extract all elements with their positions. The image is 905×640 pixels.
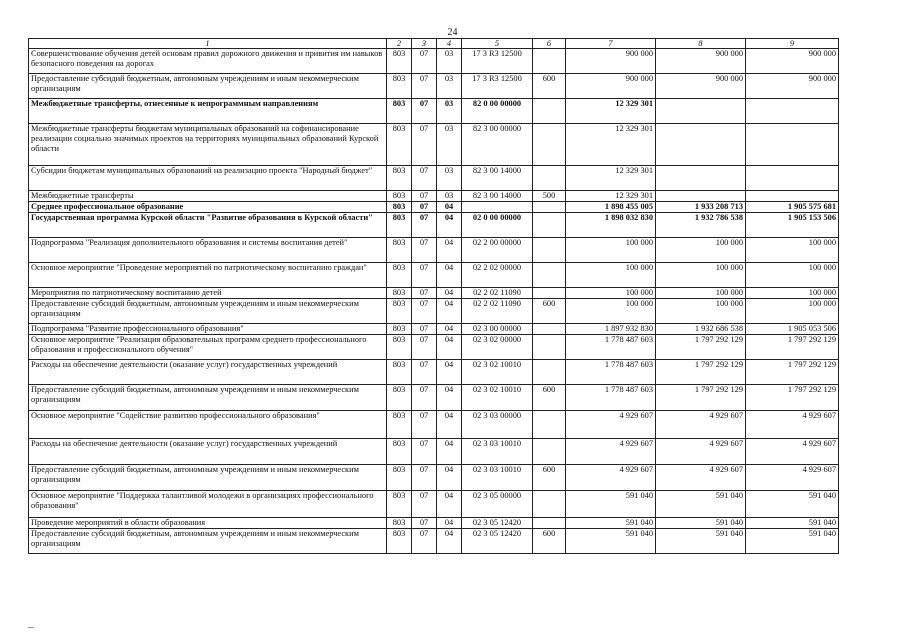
row-ministry: 803 (387, 202, 412, 213)
col-header-5: 5 (462, 39, 533, 49)
row-ministry: 803 (387, 238, 412, 263)
row-sum-year3: 1 797 292 129 (746, 360, 839, 385)
table-row (29, 74, 839, 99)
row-ministry: 803 (387, 99, 412, 124)
row-ministry: 803 (387, 213, 412, 238)
row-sum-year2 (656, 124, 746, 166)
row-sum-year3: 4 929 607 (746, 465, 839, 491)
row-name: Предоставление субсидий бюджетным, автономным учреждениям и иным некоммерческим организациям (29, 465, 387, 491)
row-sum-year1: 4 929 607 (566, 439, 656, 465)
row-section: 07 (412, 213, 437, 238)
row-expense-type (533, 49, 566, 74)
row-ministry: 803 (387, 518, 412, 529)
row-sum-year1: 4 929 607 (566, 465, 656, 491)
row-section: 07 (412, 263, 437, 288)
row-sum-year3: 100 000 (746, 263, 839, 288)
row-target-article: 02 2 02 00000 (462, 263, 533, 288)
row-sum-year2: 900 000 (656, 74, 746, 99)
row-sum-year3: 1 905 575 681 (746, 202, 839, 213)
page-number: 24 (447, 27, 458, 38)
row-expense-type (533, 288, 566, 299)
row-subsection: 04 (437, 465, 462, 491)
row-ministry: 803 (387, 166, 412, 191)
row-subsection: 04 (437, 288, 462, 299)
row-sum-year1: 100 000 (566, 288, 656, 299)
table-row (29, 166, 839, 191)
row-expense-type (533, 491, 566, 518)
row-sum-year2 (656, 99, 746, 124)
row-name: Среднее профессиональное образование (29, 202, 387, 213)
row-section: 07 (412, 324, 437, 335)
row-subsection: 04 (437, 263, 462, 288)
row-sum-year2: 900 000 (656, 49, 746, 74)
row-target-article: 17 3 R3 12500 (462, 49, 533, 74)
row-expense-type: 500 (533, 191, 566, 202)
row-sum-year3: 591 040 (746, 518, 839, 529)
row-ministry: 803 (387, 49, 412, 74)
row-sum-year3: 1 905 153 506 (746, 213, 839, 238)
row-ministry: 803 (387, 360, 412, 385)
row-target-article: 82 3 00 14000 (462, 191, 533, 202)
row-subsection: 03 (437, 191, 462, 202)
row-section: 07 (412, 411, 437, 439)
row-name: Подпрограмма "Развитие профессионального образования" (29, 324, 387, 335)
row-section: 07 (412, 191, 437, 202)
table-row (29, 49, 839, 74)
budget-table (28, 38, 839, 554)
row-name: Мероприятия по патриотическому воспитанию детей (29, 288, 387, 299)
row-sum-year1: 591 040 (566, 491, 656, 518)
row-target-article: 02 3 02 10010 (462, 360, 533, 385)
row-expense-type (533, 263, 566, 288)
row-sum-year2: 591 040 (656, 518, 746, 529)
row-section: 07 (412, 385, 437, 411)
row-ministry: 803 (387, 74, 412, 99)
row-subsection: 03 (437, 166, 462, 191)
row-name: Субсидии бюджетам муниципальных образований на реализацию проекта "Народный бюджет" (29, 166, 387, 191)
row-target-article: 82 3 00 14000 (462, 166, 533, 191)
table-row (29, 213, 839, 238)
col-header-6: 6 (533, 39, 566, 49)
row-subsection: 04 (437, 202, 462, 213)
row-name: Проведение мероприятий в области образования (29, 518, 387, 529)
row-name: Расходы на обеспечение деятельности (оказание услуг) государственных учреждений (29, 360, 387, 385)
row-sum-year2: 100 000 (656, 263, 746, 288)
row-sum-year2 (656, 191, 746, 202)
row-sum-year2: 100 000 (656, 299, 746, 324)
row-sum-year1: 100 000 (566, 299, 656, 324)
row-name: Основное мероприятие "Проведение мероприятий по патриотическому воспитанию граждан" (29, 263, 387, 288)
row-subsection: 04 (437, 299, 462, 324)
col-header-7: 7 (566, 39, 656, 49)
row-target-article: 82 3 00 00000 (462, 124, 533, 166)
row-subsection: 04 (437, 213, 462, 238)
row-ministry: 803 (387, 263, 412, 288)
table-row (29, 263, 839, 288)
row-sum-year2: 1 797 292 129 (656, 385, 746, 411)
row-name: Межбюджетные трансферты бюджетам муниципальных образований на софинансирование реализации социально значимых проектов на территориях муниципальных образований Курской области (29, 124, 387, 166)
row-sum-year2: 1 932 686 538 (656, 324, 746, 335)
table-row (29, 411, 839, 439)
row-sum-year3: 4 929 607 (746, 411, 839, 439)
table-row (29, 238, 839, 263)
table-row (29, 360, 839, 385)
table-row (29, 335, 839, 360)
row-name: Предоставление субсидий бюджетным, автономным учреждениям и иным некоммерческим организациям (29, 529, 387, 554)
table-row (29, 124, 839, 166)
row-target-article: 02 3 05 12420 (462, 529, 533, 554)
row-section: 07 (412, 518, 437, 529)
row-ministry: 803 (387, 299, 412, 324)
row-sum-year3: 900 000 (746, 74, 839, 99)
row-section: 07 (412, 49, 437, 74)
row-name: Межбюджетные трансферты, отнесенные к непрограммным направлениям (29, 99, 387, 124)
row-sum-year2: 4 929 607 (656, 439, 746, 465)
row-sum-year1: 1 897 932 830 (566, 324, 656, 335)
row-expense-type (533, 439, 566, 465)
table-row (29, 299, 839, 324)
row-sum-year1: 4 929 607 (566, 411, 656, 439)
row-section: 07 (412, 238, 437, 263)
row-target-article: 02 3 02 10010 (462, 385, 533, 411)
row-expense-type: 600 (533, 385, 566, 411)
col-header-3: 3 (412, 39, 437, 49)
row-expense-type (533, 411, 566, 439)
row-sum-year3: 4 929 607 (746, 439, 839, 465)
table-row (29, 385, 839, 411)
row-sum-year2: 1 797 292 129 (656, 335, 746, 360)
row-ministry: 803 (387, 439, 412, 465)
row-ministry: 803 (387, 288, 412, 299)
row-ministry: 803 (387, 411, 412, 439)
row-sum-year1: 900 000 (566, 74, 656, 99)
row-name: Совершенствование обучения детей основам правил дорожного движения и привития им навыков безопасного поведения на дорогах (29, 49, 387, 74)
row-sum-year1: 591 040 (566, 518, 656, 529)
row-sum-year2: 100 000 (656, 238, 746, 263)
row-expense-type (533, 335, 566, 360)
row-expense-type (533, 124, 566, 166)
row-sum-year1: 1 778 487 603 (566, 385, 656, 411)
row-name: Подпрограмма "Реализация дополнительного образования и системы воспитания детей" (29, 238, 387, 263)
row-section: 07 (412, 166, 437, 191)
row-subsection: 03 (437, 124, 462, 166)
row-subsection: 03 (437, 99, 462, 124)
row-sum-year3 (746, 99, 839, 124)
table-row (29, 529, 839, 554)
row-ministry: 803 (387, 335, 412, 360)
row-ministry: 803 (387, 191, 412, 202)
row-target-article: 02 2 02 11090 (462, 299, 533, 324)
col-header-2: 2 (387, 39, 412, 49)
row-section: 07 (412, 99, 437, 124)
row-sum-year1: 12 329 301 (566, 99, 656, 124)
row-sum-year3: 1 797 292 129 (746, 385, 839, 411)
row-sum-year2: 1 932 786 538 (656, 213, 746, 238)
row-target-article: 17 3 R3 12500 (462, 74, 533, 99)
row-subsection: 04 (437, 491, 462, 518)
row-target-article: 02 3 03 10010 (462, 465, 533, 491)
row-sum-year2: 591 040 (656, 491, 746, 518)
row-sum-year1: 12 329 301 (566, 124, 656, 166)
row-target-article: 82 0 00 00000 (462, 99, 533, 124)
row-target-article: 02 2 00 00000 (462, 238, 533, 263)
row-sum-year3 (746, 191, 839, 202)
row-subsection: 04 (437, 439, 462, 465)
table-row (29, 491, 839, 518)
row-sum-year2: 1 933 208 713 (656, 202, 746, 213)
row-section: 07 (412, 439, 437, 465)
row-sum-year3: 900 000 (746, 49, 839, 74)
row-section: 07 (412, 74, 437, 99)
row-sum-year3: 591 040 (746, 529, 839, 554)
row-target-article: 02 3 03 10010 (462, 439, 533, 465)
row-sum-year3: 100 000 (746, 299, 839, 324)
row-expense-type (533, 518, 566, 529)
row-subsection: 03 (437, 74, 462, 99)
row-name: Расходы на обеспечение деятельности (оказание услуг) государственных учреждений (29, 439, 387, 465)
row-subsection: 04 (437, 411, 462, 439)
row-sum-year1: 1 778 487 603 (566, 335, 656, 360)
col-header-8: 8 (656, 39, 746, 49)
row-expense-type: 600 (533, 465, 566, 491)
col-header-9: 9 (746, 39, 839, 49)
row-section: 07 (412, 335, 437, 360)
row-subsection: 04 (437, 518, 462, 529)
row-name: Предоставление субсидий бюджетным, автономным учреждениям и иным некоммерческим организациям (29, 385, 387, 411)
row-sum-year1: 1 898 455 005 (566, 202, 656, 213)
row-name: Основное мероприятие "Поддержка талантливой молодежи в организациях профессионального образования" (29, 491, 387, 518)
col-header-1: 1 (29, 39, 387, 49)
row-sum-year3: 100 000 (746, 238, 839, 263)
row-expense-type (533, 202, 566, 213)
row-sum-year2: 591 040 (656, 529, 746, 554)
row-name: Межбюджетные трансферты (29, 191, 387, 202)
row-section: 07 (412, 288, 437, 299)
row-ministry: 803 (387, 465, 412, 491)
table-row (29, 99, 839, 124)
scan-artifact (28, 627, 34, 628)
row-name: Государственная программа Курской области "Развитие образования в Курской области" (29, 213, 387, 238)
row-sum-year1: 12 329 301 (566, 191, 656, 202)
row-section: 07 (412, 202, 437, 213)
row-section: 07 (412, 491, 437, 518)
table-row (29, 465, 839, 491)
row-section: 07 (412, 124, 437, 166)
row-target-article: 02 3 05 00000 (462, 491, 533, 518)
row-sum-year3: 100 000 (746, 288, 839, 299)
table-row (29, 518, 839, 529)
row-sum-year2: 100 000 (656, 288, 746, 299)
row-name: Основное мероприятие "Реализация образовательных программ среднего профессионального образования и профессионального обучения" (29, 335, 387, 360)
row-ministry: 803 (387, 491, 412, 518)
row-sum-year3 (746, 166, 839, 191)
row-sum-year3: 591 040 (746, 491, 839, 518)
row-sum-year1: 591 040 (566, 529, 656, 554)
row-sum-year3 (746, 124, 839, 166)
row-sum-year1: 1 778 487 603 (566, 360, 656, 385)
row-ministry: 803 (387, 385, 412, 411)
row-expense-type (533, 213, 566, 238)
row-subsection: 04 (437, 385, 462, 411)
row-subsection: 04 (437, 238, 462, 263)
row-sum-year3: 1 797 292 129 (746, 335, 839, 360)
row-section: 07 (412, 299, 437, 324)
table-body (29, 49, 839, 554)
row-name: Основное мероприятие "Содействие развитию профессионального образования" (29, 411, 387, 439)
row-expense-type (533, 166, 566, 191)
row-sum-year2: 1 797 292 129 (656, 360, 746, 385)
row-ministry: 803 (387, 124, 412, 166)
row-ministry: 803 (387, 324, 412, 335)
table-row (29, 288, 839, 299)
row-section: 07 (412, 465, 437, 491)
row-target-article: 02 3 03 00000 (462, 411, 533, 439)
row-section: 07 (412, 360, 437, 385)
row-target-article: 02 2 02 11090 (462, 288, 533, 299)
row-expense-type (533, 99, 566, 124)
row-sum-year3: 1 905 053 506 (746, 324, 839, 335)
column-number-row (29, 39, 839, 49)
row-expense-type (533, 360, 566, 385)
row-name: Предоставление субсидий бюджетным, автономным учреждениям и иным некоммерческим организациям (29, 299, 387, 324)
row-sum-year2: 4 929 607 (656, 411, 746, 439)
row-sum-year1: 100 000 (566, 263, 656, 288)
row-name: Предоставление субсидий бюджетным, автономным учреждениям и иным некоммерческим организациям (29, 74, 387, 99)
row-target-article: 02 0 00 00000 (462, 213, 533, 238)
row-expense-type (533, 238, 566, 263)
table-row (29, 191, 839, 202)
row-subsection: 04 (437, 360, 462, 385)
row-subsection: 04 (437, 529, 462, 554)
row-sum-year2 (656, 166, 746, 191)
col-header-4: 4 (437, 39, 462, 49)
table-row (29, 202, 839, 213)
table-row (29, 439, 839, 465)
row-target-article: 02 3 05 12420 (462, 518, 533, 529)
row-target-article (462, 202, 533, 213)
row-subsection: 04 (437, 335, 462, 360)
row-subsection: 03 (437, 49, 462, 74)
row-expense-type: 600 (533, 299, 566, 324)
row-ministry: 803 (387, 529, 412, 554)
table-row (29, 324, 839, 335)
row-sum-year1: 1 898 032 830 (566, 213, 656, 238)
row-expense-type (533, 324, 566, 335)
row-subsection: 04 (437, 324, 462, 335)
row-target-article: 02 3 02 00000 (462, 335, 533, 360)
row-expense-type: 600 (533, 74, 566, 99)
row-sum-year1: 900 000 (566, 49, 656, 74)
row-sum-year2: 4 929 607 (656, 465, 746, 491)
row-expense-type: 600 (533, 529, 566, 554)
row-sum-year1: 100 000 (566, 238, 656, 263)
row-sum-year1: 12 329 301 (566, 166, 656, 191)
row-section: 07 (412, 529, 437, 554)
row-target-article: 02 3 00 00000 (462, 324, 533, 335)
